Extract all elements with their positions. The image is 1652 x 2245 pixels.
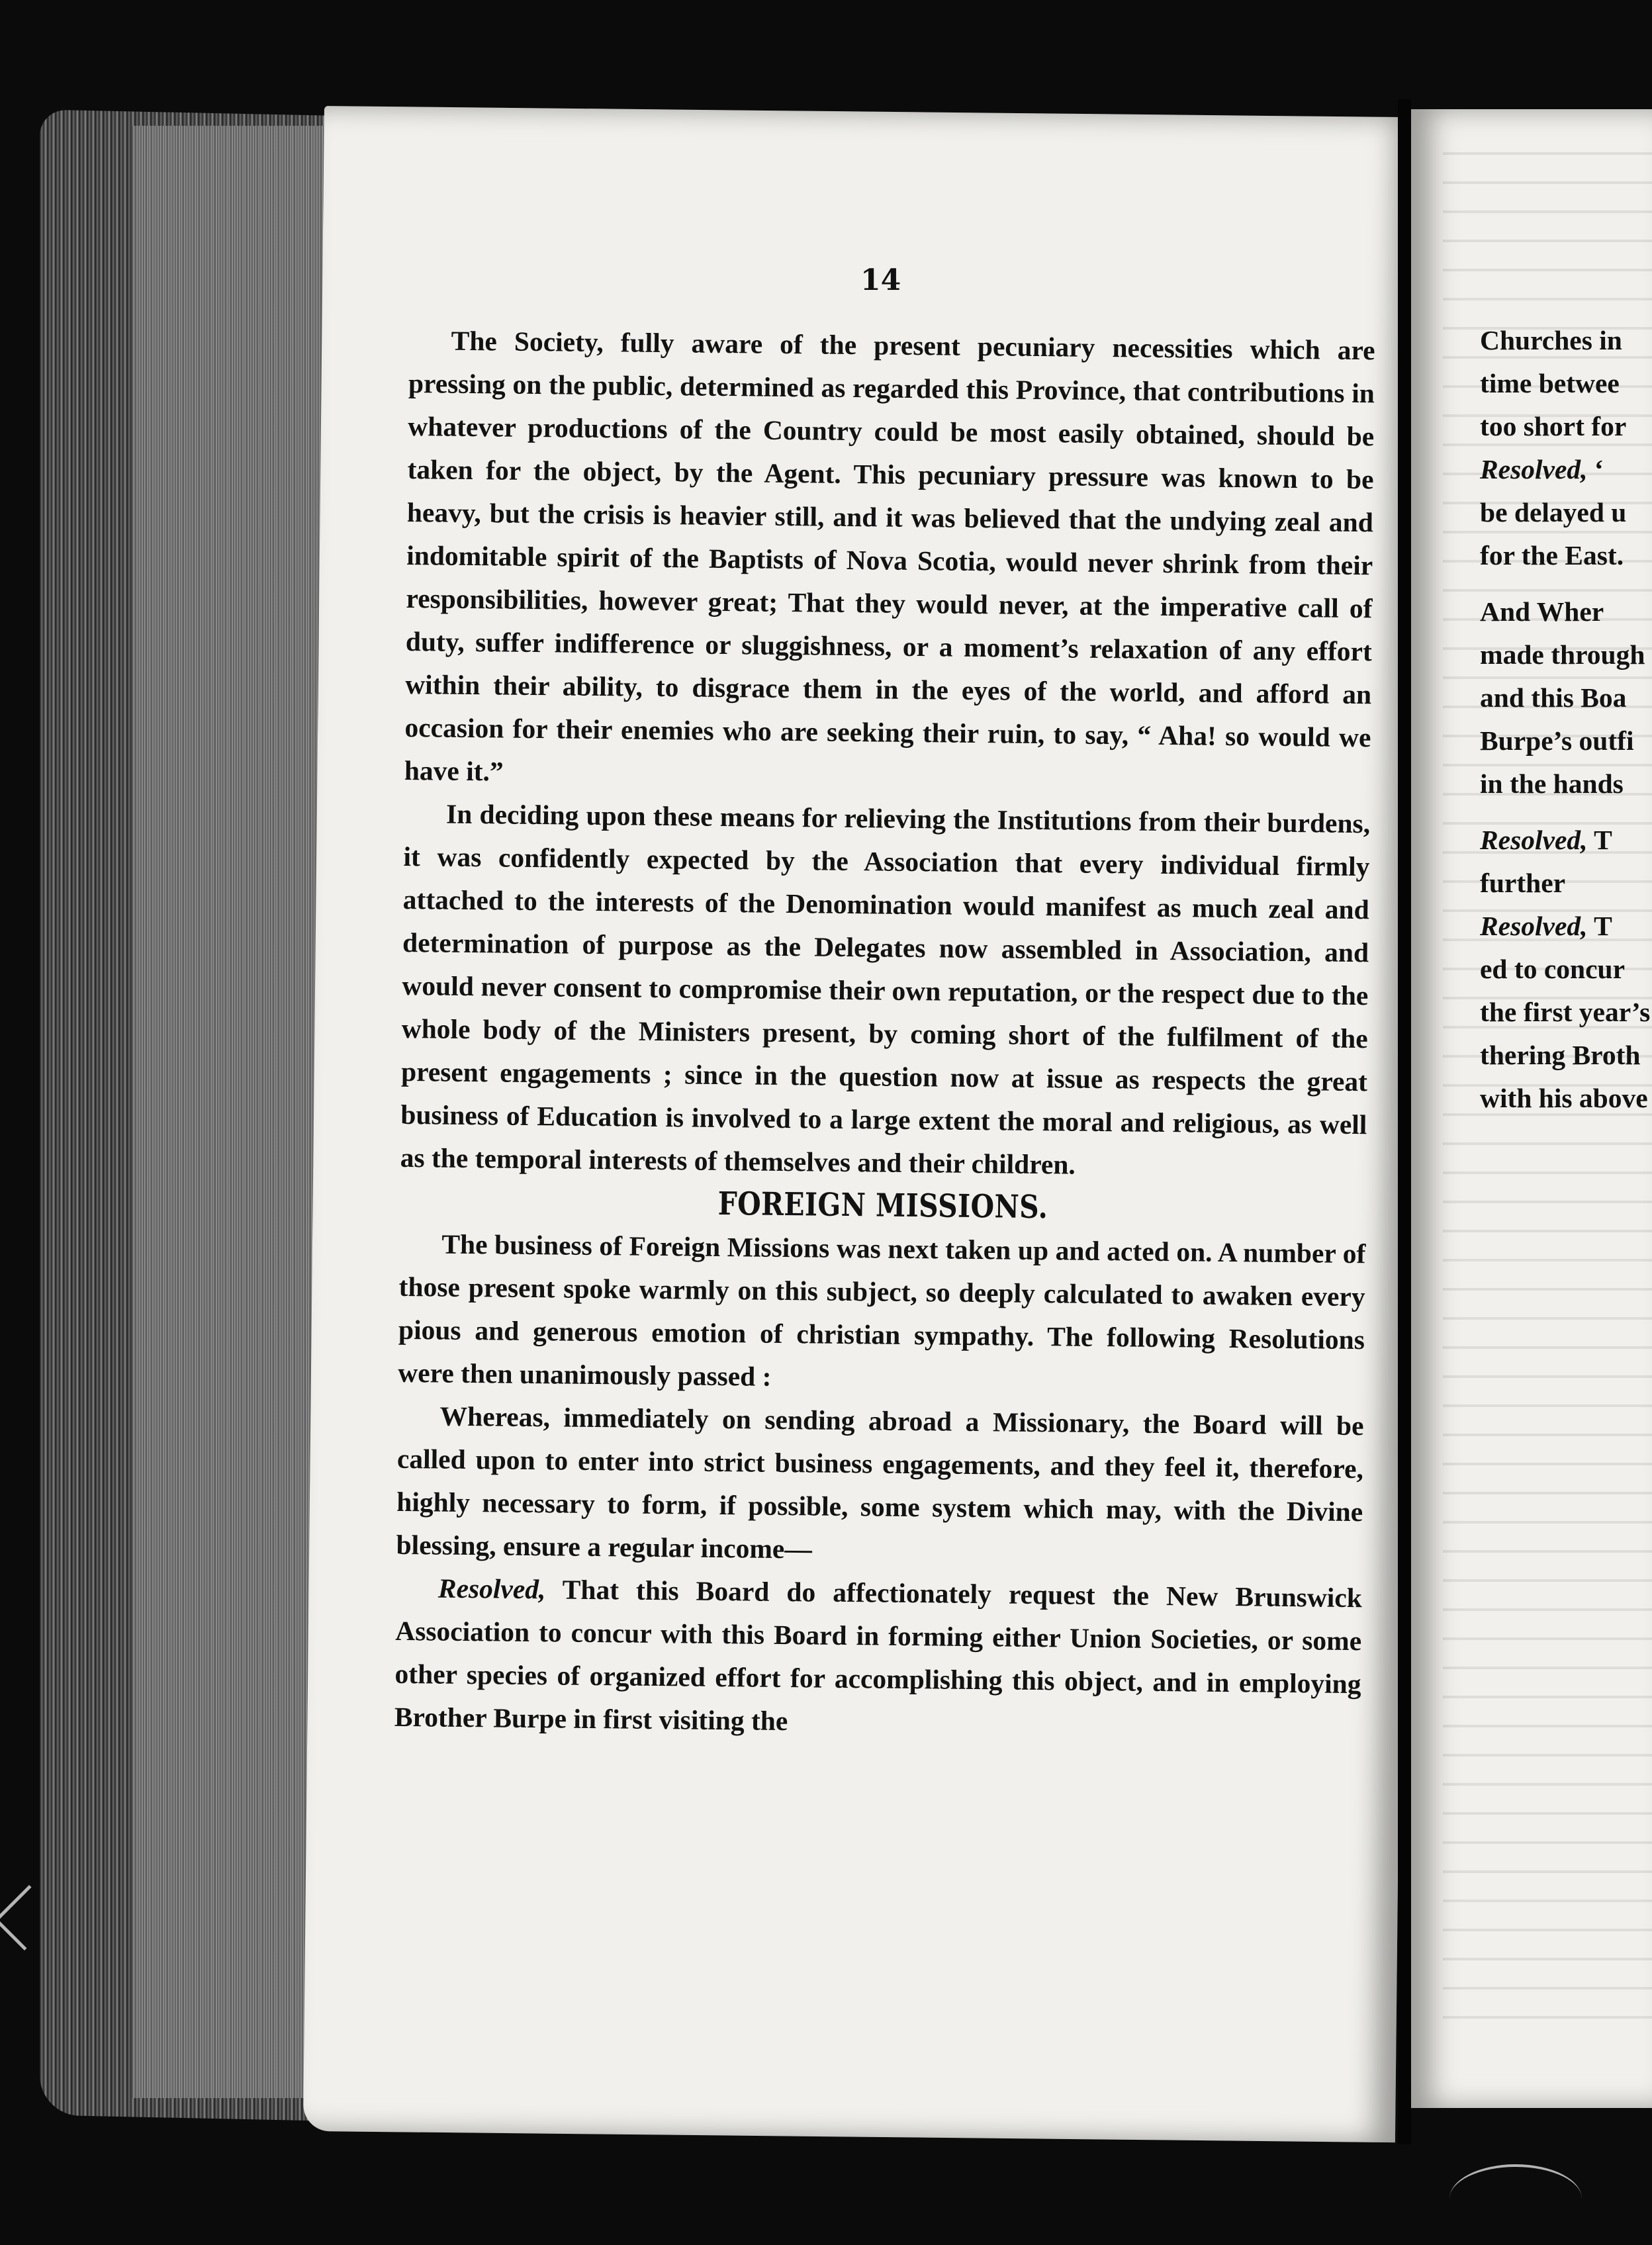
section-heading: FOREIGN MISSIONS. xyxy=(717,1185,1048,1226)
next-line: further xyxy=(1480,868,1566,898)
paragraph-foreign-missions: The business of Foreign Missions was next taken up and acted on. A number of those present spoke warmly on this subject, so deeply calculated to awaken every pious and generous emotion of christian sympathy. The following Resolutions were then unanimously passed : xyxy=(398,1228,1366,1392)
next-line: thering Broth xyxy=(1480,1040,1641,1070)
next-line: Resolved, T xyxy=(1480,825,1612,855)
next-line: And Wher xyxy=(1480,596,1604,627)
next-line: too short for xyxy=(1480,411,1627,441)
next-line: ed to concur xyxy=(1480,954,1625,984)
scan-mark-bottom-right xyxy=(1449,2164,1582,2233)
resolved-text: That this Board do affectionately request the New Brunswick Association to concur with this Board in forming either Union Societies, or some other species of organized effort for accomplishing this object, and in employing Brother Burpe in first visiting the xyxy=(394,1574,1363,1737)
book-gutter xyxy=(1398,99,1411,2144)
next-line: in the hands xyxy=(1480,768,1624,799)
paragraph-deciding: In deciding upon these means for relieving the Institutions from their burdens, it was confidently expected by the Association that every individual firmly attached to the interests of the Denomination would manifest as much zeal and determination of purpose as the Delegates now assembled in Association, and would never consent to compromise their own reputation, or the respect due to the whole body of the Ministers present, by coming short of the fulfilment of the present engagements ; since in the question now at issue as respects the great business of Education is involved to a large extent the moral and religious, as well as the temporal interests of themselves and their children. xyxy=(400,798,1371,1180)
resolved-label: Resolved, xyxy=(437,1573,546,1605)
next-line: the first year’s xyxy=(1480,997,1651,1027)
page-body xyxy=(394,319,1375,1749)
next-line: Burpe’s outfi xyxy=(1480,725,1634,756)
next-line: with his above xyxy=(1480,1083,1648,1113)
next-line: Churches in xyxy=(1480,325,1622,355)
next-line: Resolved, T xyxy=(1480,911,1612,941)
page-number: 14 xyxy=(860,263,901,297)
next-line: Resolved, ‘ xyxy=(1480,454,1604,484)
next-line: for the East. xyxy=(1480,540,1624,571)
next-line: and this Boa xyxy=(1480,682,1627,713)
next-line: made through xyxy=(1480,639,1645,670)
paragraph-resolved xyxy=(394,1567,1363,1749)
next-line: be delayed u xyxy=(1480,497,1627,527)
next-page-text xyxy=(1480,319,1652,1120)
book-page-edges-inner xyxy=(132,126,331,2098)
paragraph-whereas: Whereas, immediately on sending abroad a Missionary, the Board will be called upon to enter into strict business engagements, and they feel it, therefore, highly necessary to form, if possible, some system which may, with the Divine blessing, ensure a regular income— xyxy=(396,1400,1364,1565)
next-line: time betwee xyxy=(1480,368,1620,398)
paragraph-society: The Society, fully aware of the present pecuniary necessities which are pressing on the public, determined as regarded this Province, that contributions in whatever productions of the Country could be most easily obtained, should be taken for the object, by the Agent. This pecuniary pressure was known to be heavy, but the crisis is heavier still, and it was believed that the undying zeal and indomitable spirit of the Baptists of Nova Scotia, would never shrink from their responsibilities, however great; That they would never, at the imperative call of duty, suffer indifference or sluggishness, or a moment’s relaxation of any effort within their ability, to disgrace them in the eyes of the world, and afford an occasion for their enemies who are seeking their ruin, to say, “ Aha! so would we have it.” xyxy=(404,325,1375,787)
